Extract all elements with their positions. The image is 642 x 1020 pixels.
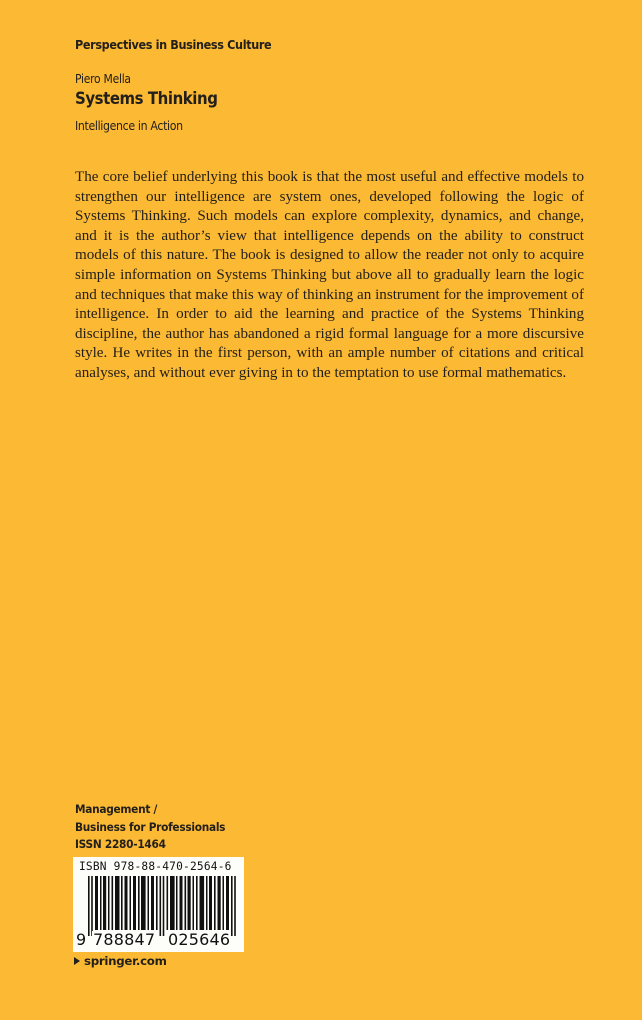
category-line-2: Business for Professionals [75,819,226,834]
issn: ISSN 2280-1464 [75,837,166,851]
category-line-1: Management / [75,802,158,816]
website-link[interactable]: springer.com [84,954,167,968]
isbn-label: ISBN 978-88-470-2564-6 [79,860,232,873]
book-description: The core belief underlying this book is that the most useful and effective models to strengthen our intelligence are system ones, developed following the logic of Systems Thinking. Such models can explore complexity, dynamics, and change, and it is the author’s view that intelligence depends on the ability to construct models of this nature. The book is designed to allow the reader not only to acquire simple information on Systems Thinking but above all to gradually learn the logic and techniques that make this way of thinking an instrument for the improvement of intelligence. In order to aid the learning and practice of the Systems Thinking discipline, the author has abandoned a rigid formal language for a more discursive style. He writes in the first person, with an ample number of citations and critical analyses, and without ever giving in to the temptation to use formal mathematics. [75,169,584,381]
triangle-arrow-right-icon [74,957,80,965]
series-name: Perspectives in Business Culture [75,37,272,52]
book-title: Systems Thinking [75,89,218,109]
publication-info [75,801,238,854]
barcode-bars-icon [88,876,238,936]
isbn-barcode [73,857,244,952]
publisher-website[interactable] [74,954,167,968]
author-name: Piero Mella [75,72,131,86]
ean-right-group: 025646 [168,930,231,949]
ean-left-group: 788847 [93,930,156,949]
ean-first-digit: 9 [76,930,87,949]
book-subtitle: Intelligence in Action [75,118,183,133]
